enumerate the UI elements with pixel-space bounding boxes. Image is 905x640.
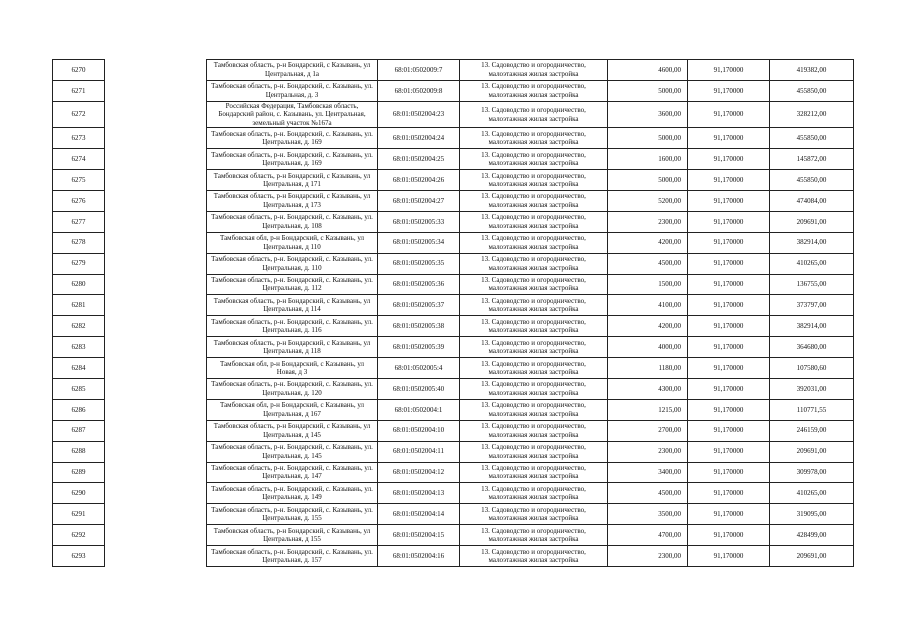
cadastral-value-cell: 136755,00 <box>770 274 854 295</box>
row-spacer <box>105 399 207 420</box>
cadastral-number-cell: 68:01:0502005:36 <box>378 274 460 295</box>
address-cell: Тамбовская область, р-н Бондарский, с Казывань, ул Центральная, д 118 <box>207 337 378 358</box>
land-use-cell: 13. Садоводство и огородничество, малоэтажная жилая застройка <box>460 253 608 274</box>
land-use-cell: 13. Садоводство и огородничество, малоэтажная жилая застройка <box>460 441 608 462</box>
row-number: 6271 <box>53 80 105 101</box>
rate-cell: 91,170000 <box>688 399 770 420</box>
row-number: 6272 <box>53 101 105 128</box>
row-number: 6290 <box>53 483 105 504</box>
cadastral-value-cell: 382914,00 <box>770 232 854 253</box>
address-cell: Тамбовская область, р-н. Бондарский, с. Казывань, ул. Центральная, д. 3 <box>207 80 378 101</box>
cadastral-value-cell: 107580,60 <box>770 358 854 379</box>
address-cell: Тамбовская область, р-н. Бондарский, с. Казывань, ул. Центральная, д. 120 <box>207 378 378 399</box>
land-use-cell: 13. Садоводство и огородничество, малоэтажная жилая застройка <box>460 101 608 128</box>
address-cell: Тамбовская область, р-н. Бондарский, с. Казывань, ул. Центральная, д. 116 <box>207 316 378 337</box>
table-row <box>53 337 854 358</box>
land-use-cell: 13. Садоводство и огородничество, малоэтажная жилая застройка <box>460 462 608 483</box>
cadastral-number-cell: 68:01:0502004:14 <box>378 504 460 525</box>
row-spacer <box>105 295 207 316</box>
table-row <box>53 399 854 420</box>
address-cell: Тамбовская обл, р-н Бондарский, с Казывань, ул Центральная, д 167 <box>207 399 378 420</box>
address-cell: Тамбовская область, р-н. Бондарский, с. Казывань, ул. Центральная, д. 145 <box>207 441 378 462</box>
cadastral-number-cell: 68:01:0502005:39 <box>378 337 460 358</box>
rate-cell: 91,170000 <box>688 80 770 101</box>
rate-cell: 91,170000 <box>688 504 770 525</box>
table-row <box>53 60 854 81</box>
cadastral-value-cell: 373797,00 <box>770 295 854 316</box>
area-cell: 4200,00 <box>608 232 688 253</box>
address-cell: Тамбовская область, р-н Бондарский, с Казывань, ул Центральная, д 171 <box>207 170 378 191</box>
rate-cell: 91,170000 <box>688 483 770 504</box>
address-cell: Тамбовская область, р-н Бондарский, с Казывань, ул Центральная, д 145 <box>207 420 378 441</box>
land-use-cell: 13. Садоводство и огородничество, малоэтажная жилая застройка <box>460 358 608 379</box>
row-spacer <box>105 337 207 358</box>
area-cell: 4100,00 <box>608 295 688 316</box>
row-spacer <box>105 232 207 253</box>
land-use-cell: 13. Садоводство и огородничество, малоэтажная жилая застройка <box>460 60 608 81</box>
land-use-cell: 13. Садоводство и огородничество, малоэтажная жилая застройка <box>460 128 608 149</box>
cadastral-value-cell: 428499,00 <box>770 525 854 546</box>
land-use-cell: 13. Садоводство и огородничество, малоэтажная жилая застройка <box>460 525 608 546</box>
rate-cell: 91,170000 <box>688 316 770 337</box>
rate-cell: 91,170000 <box>688 295 770 316</box>
rate-cell: 91,170000 <box>688 378 770 399</box>
rate-cell: 91,170000 <box>688 525 770 546</box>
cadastral-number-cell: 68:01:0502004:15 <box>378 525 460 546</box>
row-number: 6288 <box>53 441 105 462</box>
cadastral-number-cell: 68:01:0502004:27 <box>378 190 460 211</box>
area-cell: 4600,00 <box>608 60 688 81</box>
rate-cell: 91,170000 <box>688 211 770 232</box>
area-cell: 1500,00 <box>608 274 688 295</box>
table-row <box>53 253 854 274</box>
row-spacer <box>105 80 207 101</box>
row-number: 6281 <box>53 295 105 316</box>
rate-cell: 91,170000 <box>688 170 770 191</box>
table-row <box>53 190 854 211</box>
cadastral-number-cell: 68:01:0502004:13 <box>378 483 460 504</box>
table-row <box>53 462 854 483</box>
cadastral-value-cell: 410265,00 <box>770 253 854 274</box>
area-cell: 4700,00 <box>608 525 688 546</box>
cadastral-value-cell: 309978,00 <box>770 462 854 483</box>
area-cell: 3500,00 <box>608 504 688 525</box>
table-row <box>53 358 854 379</box>
table-row <box>53 546 854 567</box>
area-cell: 4500,00 <box>608 253 688 274</box>
area-cell: 4300,00 <box>608 378 688 399</box>
address-cell: Тамбовская обл, р-н Бондарский, с Казывань, ул Новая, д 3 <box>207 358 378 379</box>
land-use-cell: 13. Садоводство и огородничество, малоэтажная жилая застройка <box>460 504 608 525</box>
area-cell: 5000,00 <box>608 80 688 101</box>
cadastral-value-cell: 364680,00 <box>770 337 854 358</box>
rate-cell: 91,170000 <box>688 274 770 295</box>
row-number: 6284 <box>53 358 105 379</box>
row-number: 6287 <box>53 420 105 441</box>
address-cell: Тамбовская область, р-н. Бондарский, с. Казывань, ул. Центральная, д. 169 <box>207 149 378 170</box>
cadastral-number-cell: 68:01:0502005:33 <box>378 211 460 232</box>
row-number: 6289 <box>53 462 105 483</box>
row-spacer <box>105 420 207 441</box>
table-row <box>53 295 854 316</box>
table-row <box>53 101 854 128</box>
cadastral-value-cell: 392031,00 <box>770 378 854 399</box>
row-spacer <box>105 462 207 483</box>
cadastral-value-cell: 145872,00 <box>770 149 854 170</box>
area-cell: 5200,00 <box>608 190 688 211</box>
row-spacer <box>105 170 207 191</box>
address-cell: Тамбовская область, р-н. Бондарский, с. Казывань, ул. Центральная, д. 149 <box>207 483 378 504</box>
cadastral-value-cell: 455850,00 <box>770 128 854 149</box>
row-number: 6283 <box>53 337 105 358</box>
rate-cell: 91,170000 <box>688 337 770 358</box>
cadastral-value-cell: 410265,00 <box>770 483 854 504</box>
row-number: 6291 <box>53 504 105 525</box>
land-use-cell: 13. Садоводство и огородничество, малоэтажная жилая застройка <box>460 483 608 504</box>
area-cell: 2700,00 <box>608 420 688 441</box>
land-use-cell: 13. Садоводство и огородничество, малоэтажная жилая застройка <box>460 316 608 337</box>
row-number: 6280 <box>53 274 105 295</box>
area-cell: 3600,00 <box>608 101 688 128</box>
row-spacer <box>105 149 207 170</box>
area-cell: 1180,00 <box>608 358 688 379</box>
row-number: 6292 <box>53 525 105 546</box>
row-spacer <box>105 358 207 379</box>
land-use-cell: 13. Садоводство и огородничество, малоэтажная жилая застройка <box>460 274 608 295</box>
row-number: 6279 <box>53 253 105 274</box>
cadastral-number-cell: 68:01:0502005:35 <box>378 253 460 274</box>
cadastral-number-cell: 68:01:0502005:40 <box>378 378 460 399</box>
table-row <box>53 149 854 170</box>
cadastral-value-cell: 319095,00 <box>770 504 854 525</box>
table-row <box>53 274 854 295</box>
row-spacer <box>105 60 207 81</box>
rate-cell: 91,170000 <box>688 253 770 274</box>
table-row <box>53 525 854 546</box>
row-number: 6286 <box>53 399 105 420</box>
land-use-cell: 13. Садоводство и огородничество, малоэтажная жилая застройка <box>460 211 608 232</box>
row-spacer <box>105 378 207 399</box>
cadastral-number-cell: 68:01:0502004:16 <box>378 546 460 567</box>
cadastral-value-cell: 328212,00 <box>770 101 854 128</box>
address-cell: Тамбовская область, р-н Бондарский, с Казывань, ул Центральная, д 173 <box>207 190 378 211</box>
cadastral-number-cell: 68:01:0502005:38 <box>378 316 460 337</box>
address-cell: Тамбовская область, р-н. Бондарский, с. Казывань, ул. Центральная, д. 108 <box>207 211 378 232</box>
cadastral-number-cell: 68:01:0502005:34 <box>378 232 460 253</box>
address-cell: Российская Федерация, Тамбовская область, Бондарский район, с. Казывань, ул. Центральная, земельный участок №167а <box>207 101 378 128</box>
row-number: 6282 <box>53 316 105 337</box>
row-spacer <box>105 128 207 149</box>
table-row <box>53 504 854 525</box>
rate-cell: 91,170000 <box>688 232 770 253</box>
cadastral-number-cell: 68:01:0502005:4 <box>378 358 460 379</box>
land-use-cell: 13. Садоводство и огородничество, малоэтажная жилая застройка <box>460 190 608 211</box>
land-use-cell: 13. Садоводство и огородничество, малоэтажная жилая застройка <box>460 80 608 101</box>
cadastral-value-cell: 382914,00 <box>770 316 854 337</box>
rate-cell: 91,170000 <box>688 462 770 483</box>
address-cell: Тамбовская область, р-н Бондарский, с Казывань, ул Центральная, д 1а <box>207 60 378 81</box>
rate-cell: 91,170000 <box>688 441 770 462</box>
row-spacer <box>105 441 207 462</box>
row-spacer <box>105 504 207 525</box>
row-spacer <box>105 253 207 274</box>
cadastral-value-cell: 246159,00 <box>770 420 854 441</box>
table-row <box>53 232 854 253</box>
area-cell: 1215,00 <box>608 399 688 420</box>
row-number: 6293 <box>53 546 105 567</box>
cadastral-value-cell: 455850,00 <box>770 170 854 191</box>
land-use-cell: 13. Садоводство и огородничество, малоэтажная жилая застройка <box>460 420 608 441</box>
address-cell: Тамбовская обл, р-н Бондарский, с Казывань, ул Центральная, д 110 <box>207 232 378 253</box>
cadastral-number-cell: 68:01:0502004:11 <box>378 441 460 462</box>
cadastral-number-cell: 68:01:0502004:23 <box>378 101 460 128</box>
cadastral-number-cell: 68:01:0502004:25 <box>378 149 460 170</box>
land-use-cell: 13. Садоводство и огородничество, малоэтажная жилая застройка <box>460 399 608 420</box>
land-use-cell: 13. Садоводство и огородничество, малоэтажная жилая застройка <box>460 295 608 316</box>
area-cell: 2300,00 <box>608 441 688 462</box>
row-spacer <box>105 274 207 295</box>
table-row <box>53 378 854 399</box>
parcel-table <box>52 59 854 567</box>
area-cell: 5000,00 <box>608 170 688 191</box>
table-row <box>53 211 854 232</box>
row-spacer <box>105 101 207 128</box>
row-spacer <box>105 316 207 337</box>
address-cell: Тамбовская область, р-н Бондарский, с Казывань, ул Центральная, д 155 <box>207 525 378 546</box>
rate-cell: 91,170000 <box>688 420 770 441</box>
area-cell: 4500,00 <box>608 483 688 504</box>
land-use-cell: 13. Садоводство и огородничество, малоэтажная жилая застройка <box>460 170 608 191</box>
rate-cell: 91,170000 <box>688 60 770 81</box>
row-number: 6275 <box>53 170 105 191</box>
land-use-cell: 13. Садоводство и огородничество, малоэтажная жилая застройка <box>460 232 608 253</box>
table-row <box>53 170 854 191</box>
area-cell: 3400,00 <box>608 462 688 483</box>
area-cell: 4200,00 <box>608 316 688 337</box>
row-spacer <box>105 525 207 546</box>
row-number: 6277 <box>53 211 105 232</box>
row-number: 6285 <box>53 378 105 399</box>
land-use-cell: 13. Садоводство и огородничество, малоэтажная жилая застройка <box>460 378 608 399</box>
cadastral-value-cell: 209691,00 <box>770 546 854 567</box>
cadastral-number-cell: 68:01:0502004:10 <box>378 420 460 441</box>
address-cell: Тамбовская область, р-н. Бондарский, с. Казывань, ул. Центральная, д. 157 <box>207 546 378 567</box>
address-cell: Тамбовская область, р-н. Бондарский, с. Казывань, ул. Центральная, д. 110 <box>207 253 378 274</box>
cadastral-number-cell: 68:01:0502004:26 <box>378 170 460 191</box>
table-row <box>53 420 854 441</box>
cadastral-value-cell: 474084,00 <box>770 190 854 211</box>
rate-cell: 91,170000 <box>688 190 770 211</box>
area-cell: 4000,00 <box>608 337 688 358</box>
address-cell: Тамбовская область, р-н Бондарский, с Казывань, ул Центральная, д 114 <box>207 295 378 316</box>
row-spacer <box>105 546 207 567</box>
address-cell: Тамбовская область, р-н. Бондарский, с. Казывань, ул. Центральная, д. 169 <box>207 128 378 149</box>
cadastral-value-cell: 110771,55 <box>770 399 854 420</box>
cadastral-number-cell: 68:01:0502009:8 <box>378 80 460 101</box>
area-cell: 5000,00 <box>608 128 688 149</box>
cadastral-value-cell: 209691,00 <box>770 441 854 462</box>
rate-cell: 91,170000 <box>688 546 770 567</box>
rate-cell: 91,170000 <box>688 149 770 170</box>
cadastral-number-cell: 68:01:0502009:7 <box>378 60 460 81</box>
address-cell: Тамбовская область, р-н. Бондарский, с. Казывань, ул. Центральная, д. 112 <box>207 274 378 295</box>
land-use-cell: 13. Садоводство и огородничество, малоэтажная жилая застройка <box>460 546 608 567</box>
cadastral-value-cell: 455850,00 <box>770 80 854 101</box>
rate-cell: 91,170000 <box>688 358 770 379</box>
table-row <box>53 441 854 462</box>
row-spacer <box>105 483 207 504</box>
table-row <box>53 128 854 149</box>
cadastral-value-cell: 209691,00 <box>770 211 854 232</box>
area-cell: 2300,00 <box>608 211 688 232</box>
cadastral-value-cell: 419382,00 <box>770 60 854 81</box>
cadastral-number-cell: 68:01:0502004:1 <box>378 399 460 420</box>
row-spacer <box>105 190 207 211</box>
address-cell: Тамбовская область, р-н. Бондарский, с. Казывань, ул. Центральная, д. 147 <box>207 462 378 483</box>
cadastral-number-cell: 68:01:0502004:24 <box>378 128 460 149</box>
row-number: 6273 <box>53 128 105 149</box>
row-number: 6274 <box>53 149 105 170</box>
table-body <box>53 60 854 567</box>
row-number: 6270 <box>53 60 105 81</box>
area-cell: 1600,00 <box>608 149 688 170</box>
land-use-cell: 13. Садоводство и огородничество, малоэтажная жилая застройка <box>460 337 608 358</box>
table-row <box>53 80 854 101</box>
row-number: 6278 <box>53 232 105 253</box>
rate-cell: 91,170000 <box>688 101 770 128</box>
table-row <box>53 316 854 337</box>
row-number: 6276 <box>53 190 105 211</box>
land-use-cell: 13. Садоводство и огородничество, малоэтажная жилая застройка <box>460 149 608 170</box>
area-cell: 2300,00 <box>608 546 688 567</box>
row-spacer <box>105 211 207 232</box>
table-row <box>53 483 854 504</box>
rate-cell: 91,170000 <box>688 128 770 149</box>
address-cell: Тамбовская область, р-н. Бондарский, с. Казывань, ул. Центральная, д. 155 <box>207 504 378 525</box>
cadastral-number-cell: 68:01:0502004:12 <box>378 462 460 483</box>
cadastral-number-cell: 68:01:0502005:37 <box>378 295 460 316</box>
